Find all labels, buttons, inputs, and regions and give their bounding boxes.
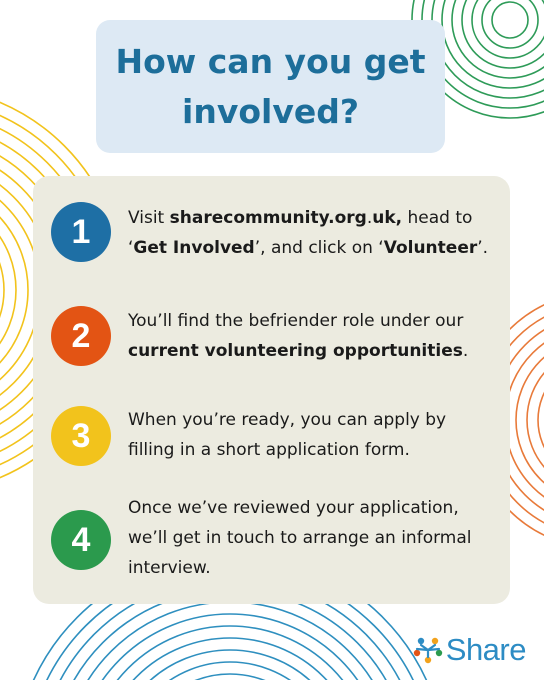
- blue-decorative-ring: [86, 626, 374, 680]
- blue-decorative-ring: [134, 674, 326, 680]
- green-decorative-ring: [492, 2, 528, 38]
- step-1-text-part: ’, and click on ‘: [254, 238, 384, 258]
- step-2-line-2: [128, 336, 500, 366]
- step-1-line-1: [128, 203, 500, 233]
- blue-decorative-ring: [74, 614, 386, 680]
- share-logo: [413, 632, 526, 668]
- volunteer-label: Volunteer: [383, 238, 478, 258]
- logo-person-head-yellow: [432, 638, 438, 644]
- share-people-icon: [413, 636, 443, 664]
- yellow-decorative-ring: [0, 206, 4, 374]
- step-2-text: [128, 306, 500, 366]
- page-title-line-1: How can you get: [115, 41, 426, 81]
- step-1-text: [128, 203, 500, 263]
- website-link-text-suffix: uk,: [372, 208, 403, 228]
- step-1-text-part: head to: [402, 208, 473, 228]
- step-2-text-part: .: [462, 341, 469, 361]
- step-1-text-part: .: [366, 208, 373, 228]
- step-4-line-3: interview.: [128, 558, 211, 578]
- yellow-decorative-ring: [0, 194, 16, 386]
- opportunities-label: current volunteering opportunities: [128, 341, 463, 361]
- step-1-text-part: ’.: [477, 238, 489, 258]
- page-title-line-2: involved?: [182, 91, 359, 131]
- website-link-text[interactable]: sharecommunity.org: [169, 208, 367, 228]
- orange-decorative-ring: [527, 347, 544, 493]
- logo-person-head-blue: [418, 638, 424, 644]
- title-banner: [96, 20, 445, 153]
- get-involved-label: Get Involved: [133, 238, 255, 258]
- step-4-number-badge: 4: [51, 510, 111, 570]
- step-1-text-part: Visit: [128, 208, 170, 228]
- blue-decorative-ring: [110, 650, 350, 680]
- step-1-number-badge: 1: [51, 202, 111, 262]
- steps-card: [33, 176, 510, 604]
- step-4-line-2: we’ll get in touch to arrange an informal: [128, 528, 472, 548]
- share-logo-text: Share: [445, 632, 526, 667]
- step-3-number-badge: 3: [51, 406, 111, 466]
- step-2-line-1: You’ll find the befriender role under our: [128, 311, 464, 331]
- logo-person-head-orange: [414, 650, 420, 656]
- orange-decorative-ring: [516, 336, 544, 504]
- step-2-number-badge: 2: [51, 306, 111, 366]
- step-3-text: [128, 405, 500, 465]
- logo-connector-lines: [417, 645, 439, 657]
- logo-person-head-green: [436, 650, 442, 656]
- step-3-line-1: When you’re ready, you can apply by: [128, 410, 447, 430]
- step-1-line-2: [128, 233, 500, 263]
- step-4-line-1: Once we’ve reviewed your application,: [128, 498, 459, 518]
- step-3-line-2: filling in a short application form.: [128, 440, 410, 460]
- green-decorative-ring: [482, 0, 538, 48]
- step-4-text: [128, 493, 500, 583]
- step-1-text-part: ‘: [128, 238, 134, 258]
